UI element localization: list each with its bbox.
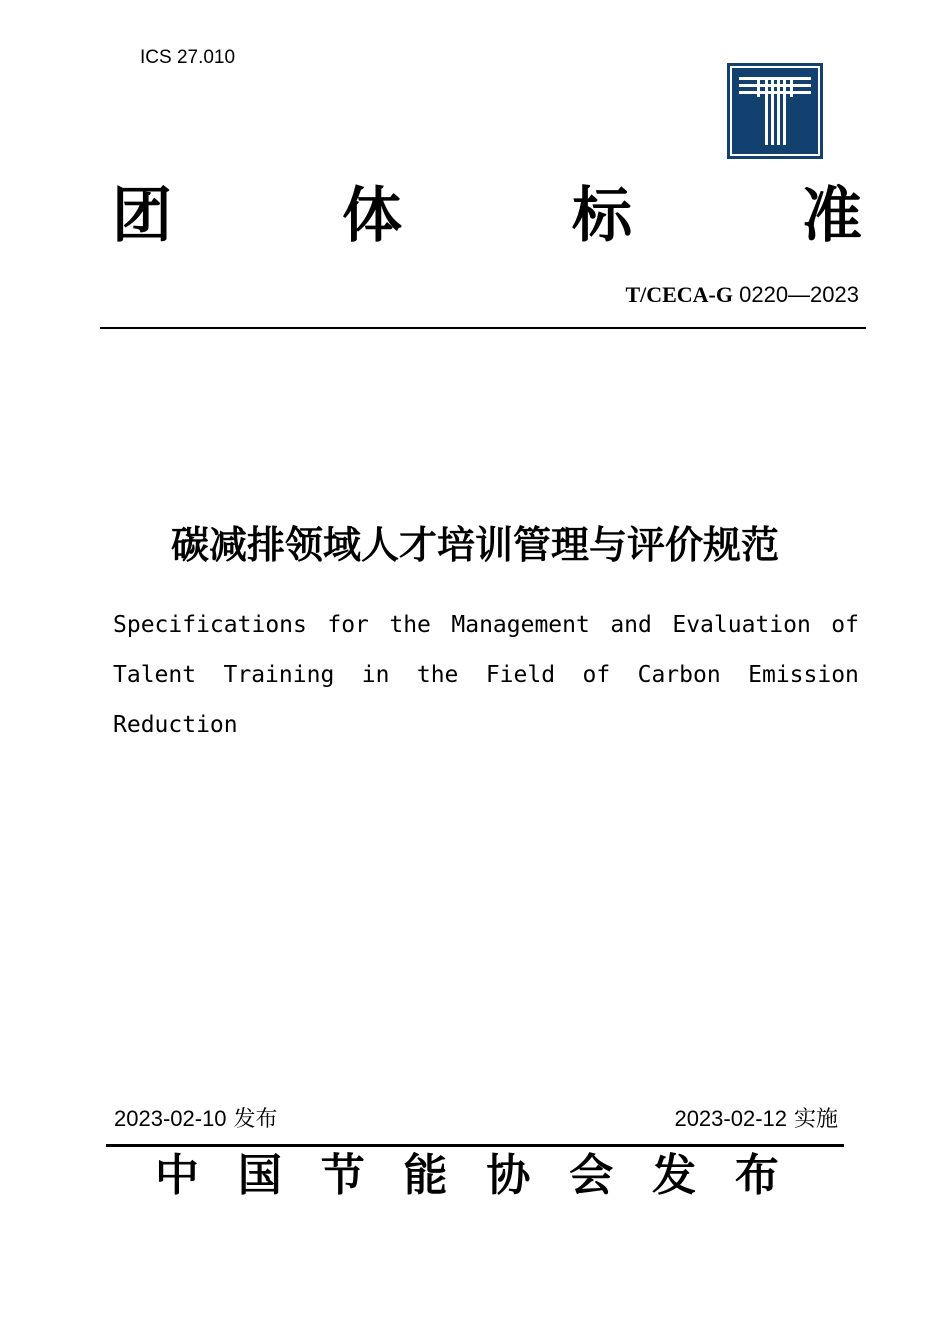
publish-date-value: 2023-02-10 [114, 1106, 227, 1131]
title-word: Training [223, 662, 335, 688]
heading-char: 团 [112, 181, 172, 251]
standard-code-number: 0220—2023 [733, 282, 859, 307]
title-english-line [113, 600, 859, 650]
title-word: Talent [113, 662, 197, 688]
ics-code: ICS 27.010 [140, 47, 236, 68]
title-word: the [389, 612, 431, 638]
title-word: and [610, 612, 652, 638]
org-char: 会 [569, 1150, 614, 1201]
org-char: 节 [320, 1150, 365, 1201]
title-word: in [361, 662, 390, 688]
title-word: Carbon [637, 662, 721, 688]
title-word: the [416, 662, 459, 688]
title-word: of [582, 662, 611, 688]
org-char: 协 [486, 1150, 531, 1201]
t-standard-logo-icon [727, 63, 823, 159]
implement-date [674, 1102, 838, 1133]
standard-code-prefix: T/CECA-G [625, 282, 733, 307]
title-chinese: 碳减排领域人才培训管理与评价规范 [170, 523, 779, 567]
heading-char: 准 [802, 181, 862, 251]
publish-date [114, 1102, 278, 1133]
title-word: Management [451, 612, 590, 638]
title-word: Evaluation [672, 612, 811, 638]
org-char: 国 [237, 1150, 282, 1201]
implement-date-value: 2023-02-12 [674, 1106, 787, 1131]
publish-label: 发布 [226, 1107, 278, 1132]
title-word: Specifications [113, 612, 307, 638]
top-divider [100, 327, 866, 329]
heading-char: 体 [342, 181, 402, 251]
title-english-line [113, 700, 859, 750]
title-word: Emission [748, 662, 859, 688]
bottom-divider [106, 1144, 844, 1147]
org-char: 中 [155, 1150, 199, 1201]
document-type-heading [112, 180, 862, 252]
title-word: Reduction [113, 712, 238, 738]
org-char: 发 [652, 1150, 697, 1201]
implement-label: 实施 [787, 1107, 838, 1132]
heading-char: 标 [572, 181, 632, 251]
org-char: 能 [403, 1150, 448, 1201]
standard-code [625, 282, 859, 308]
title-english-line [113, 650, 859, 700]
title-word: Field [485, 662, 556, 688]
title-english [113, 600, 859, 750]
title-word: of [831, 612, 859, 638]
org-char: 布 [734, 1150, 779, 1201]
issuing-organization [155, 1148, 779, 1204]
title-word: for [327, 612, 369, 638]
